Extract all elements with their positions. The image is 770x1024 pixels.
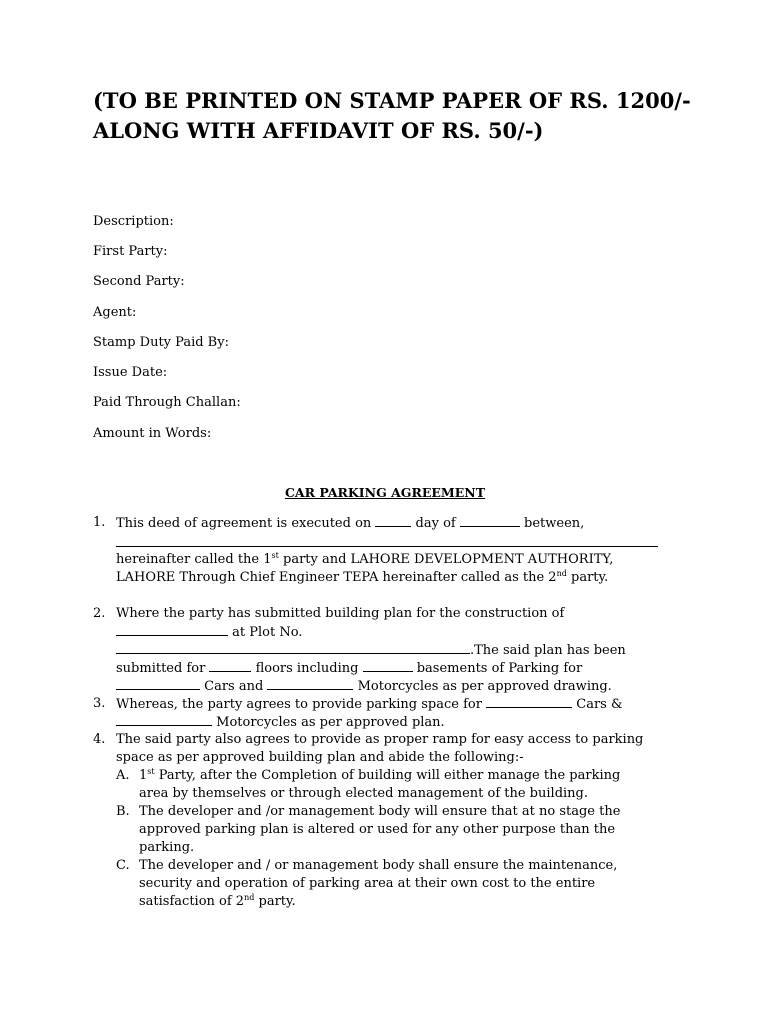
subitem-b-marker: B. — [116, 804, 130, 819]
parking-cars-blank — [486, 695, 572, 708]
stamp-duty-label: Stamp Duty Paid By: — [93, 335, 229, 350]
basements-blank — [363, 659, 413, 672]
item-2-line-1: Where the party has submitted building plan for the construction of — [116, 606, 565, 621]
construction-blank — [116, 623, 228, 636]
title-line-2: ALONG WITH AFFIDAVIT OF RS. 50/-) — [93, 118, 544, 143]
subitem-b-line-2: approved parking plan is altered or used for any other purpose than the — [139, 822, 616, 837]
issue-date-label: Issue Date: — [93, 365, 168, 380]
challan-label: Paid Through Challan: — [93, 395, 241, 410]
item-3-number: 3. — [93, 696, 106, 711]
subitem-a-line-2: area by themselves or through elected management of the building. — [139, 786, 589, 801]
item-1-number: 1. — [93, 515, 106, 530]
subitem-c-line-1: The developer and / or management body shall ensure the maintenance, — [139, 858, 618, 873]
amount-words-label: Amount in Words: — [93, 426, 212, 441]
item-4-line-1: The said party also agrees to provide as proper ramp for easy access to parking — [116, 732, 644, 747]
motorcycles-count-blank — [267, 677, 353, 690]
item-2-line-4: submitted for floors including basements of Parking for — [116, 661, 583, 676]
item-4-number: 4. — [93, 732, 106, 747]
subitem-c-line-3: satisfaction of 2nd party. — [139, 893, 296, 909]
first-party-name-blank — [116, 546, 658, 547]
item-2-line-3: .The said plan has been — [116, 641, 626, 660]
subitem-a-marker: A. — [116, 768, 130, 783]
item-3-line-2: Motorcycles as per approved plan. — [116, 713, 445, 732]
subitem-c-line-2: security and operation of parking area at their own cost to the entire — [139, 876, 596, 891]
subitem-c-marker: C. — [116, 858, 130, 873]
month-blank — [460, 514, 520, 527]
item-1-line-3: LAHORE Through Chief Engineer TEPA hereinafter called as the 2nd party. — [116, 569, 609, 585]
subitem-b-line-1: The developer and /or management body will ensure that at no stage the — [139, 804, 621, 819]
agreement-body — [93, 514, 693, 934]
floors-blank — [209, 659, 251, 672]
first-party-label: First Party: — [93, 244, 168, 259]
agreement-heading: CAR PARKING AGREEMENT — [284, 485, 486, 500]
agent-label: Agent: — [93, 305, 137, 320]
item-3-line-1: Whereas, the party agrees to provide parking space for Cars & — [116, 697, 623, 712]
item-2-line-5: Cars and Motorcycles as per approved drawing. — [116, 677, 612, 696]
subitem-b-line-3: parking. — [139, 840, 195, 855]
second-party-label: Second Party: — [93, 274, 185, 289]
day-blank — [375, 514, 411, 527]
title-line-1: (TO BE PRINTED ON STAMP PAPER OF RS. 1200/- — [93, 88, 691, 113]
item-2-number: 2. — [93, 606, 106, 621]
document-title — [93, 86, 733, 146]
plot-number-blank — [116, 641, 470, 654]
subitem-a-line-1: 1st Party, after the Completion of building will either manage the parking — [139, 767, 621, 783]
item-2-line-2: at Plot No. — [116, 623, 302, 642]
parking-motorcycles-blank — [116, 713, 212, 726]
item-1-line-1: This deed of agreement is executed on day of between, — [116, 516, 585, 531]
description-label: Description: — [93, 214, 174, 229]
cars-count-blank — [116, 677, 200, 690]
item-4-line-2: space as per approved building plan and abide the following:- — [116, 750, 524, 765]
item-1-line-2: hereinafter called the 1st party and LAHORE DEVELOPMENT AUTHORITY, — [116, 551, 614, 567]
